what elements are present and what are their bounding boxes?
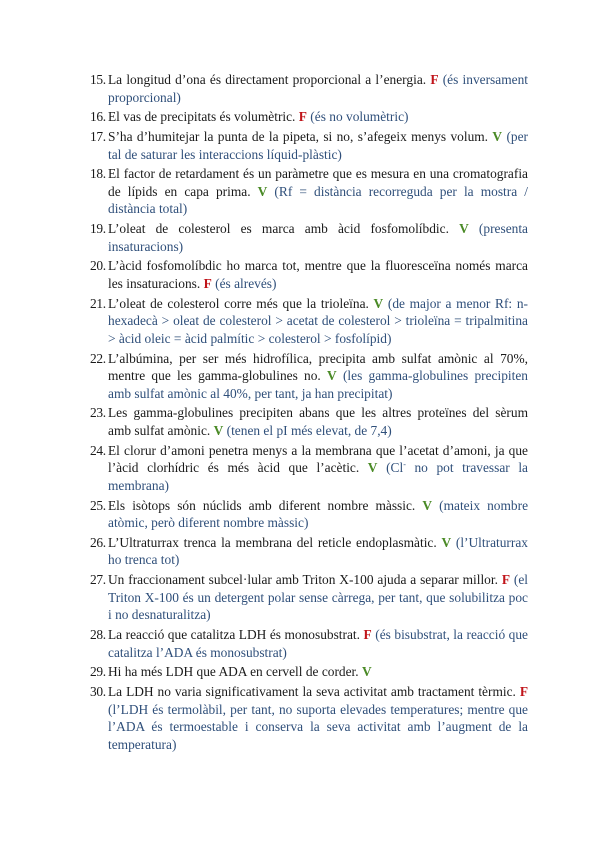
item-statement: L’oleat de colesterol es marca amb àcid fosfomolíbdic. <box>108 221 460 237</box>
item-text <box>108 683 528 753</box>
item-explanation: (és inversament proporcional) <box>108 72 528 105</box>
item-number: 23. <box>90 405 106 421</box>
list-item <box>90 108 528 126</box>
item-statement: L’oleat de colesterol corre més que la trioleïna. <box>108 295 374 311</box>
item-text <box>108 497 528 532</box>
item-statement: Els isòtops són núclids amb diferent nombre màssic. <box>108 497 423 513</box>
verdict-mark: V <box>492 128 503 144</box>
item-explanation: (és alrevés) <box>211 276 277 291</box>
verdict-mark: V <box>459 221 469 237</box>
item-explanation: (l’Ultraturrax ho trenca tot) <box>108 534 528 568</box>
statement-list <box>90 71 528 755</box>
item-explanation: (tenen el pI més elevat, de 7,4) <box>223 423 392 439</box>
item-number: 15. <box>90 72 106 87</box>
list-item <box>90 683 528 753</box>
item-number: 21. <box>90 295 106 311</box>
item-number: 24. <box>90 442 106 458</box>
item-text <box>108 295 528 348</box>
item-explanation: (Rf = distància recorreguda per la mostra / distància total) <box>108 183 528 217</box>
item-number: 20. <box>90 258 106 274</box>
item-statement: La reacció que catalitza LDH és monosubstrat. <box>108 627 364 643</box>
item-text <box>108 71 528 106</box>
item-statement: Hi ha més LDH que ADA en cervell de corder. <box>108 664 362 680</box>
item-statement: Les gamma-globulines precipiten abans que les altres proteïnes del sèrum amb sulfat amònic. <box>108 405 528 439</box>
item-explanation: (el Triton X-100 és un detergent polar sense càrrega, per tant, que solubilitza poc i no desnaturalitza) <box>108 572 528 623</box>
item-explanation: (les gamma-globulines precipiten amb sulfat amònic al 40%, per tant, ja han precipitat) <box>108 368 528 401</box>
item-text <box>108 350 528 403</box>
verdict-mark: F <box>519 684 528 699</box>
item-number: 30. <box>90 684 106 699</box>
item-text <box>108 442 528 495</box>
list-item <box>90 534 528 569</box>
item-number: 17. <box>90 128 106 144</box>
item-explanation: (presenta insaturacions) <box>108 221 528 254</box>
item-explanation: (és bisubstrat, la reacció que catalitza l’ADA és monosubstrat) <box>108 627 528 660</box>
list-item <box>90 442 528 495</box>
item-statement: El vas de precipitats és volumètric. <box>108 109 299 125</box>
list-item <box>90 663 528 681</box>
item-text <box>108 128 528 163</box>
verdict-mark: V <box>361 664 372 680</box>
list-item <box>90 626 528 661</box>
list-item <box>90 571 528 624</box>
item-statement: El factor de retardament és un paràmetre que es mesura en una cromatografia de lípids en capa prima. <box>108 166 528 199</box>
verdict-mark: F <box>298 109 307 125</box>
item-text <box>108 220 528 255</box>
verdict-mark: F <box>203 276 212 291</box>
verdict-mark: F <box>430 72 439 87</box>
verdict-mark: V <box>422 497 433 513</box>
list-item <box>90 497 528 532</box>
item-explanation: (per tal de saturar les interaccions líquid-plàstic) <box>108 128 528 162</box>
list-item <box>90 128 528 163</box>
verdict-mark: V <box>373 295 384 311</box>
item-explanation: (mateix nombre atòmic, però diferent nombre màssic) <box>108 497 529 531</box>
item-statement: El clorur d’amoni penetra menys a la membrana que l’acetat d’amoni, ja que l’àcid clorhídric és més àcid que l’acètic. <box>108 442 528 476</box>
list-item <box>90 350 528 403</box>
item-statement: L’àcid fosfomolíbdic ho marca tot, mentre que la fluoresceïna només marca les insaturacions. <box>108 258 528 291</box>
verdict-mark: F <box>363 627 372 643</box>
verdict-mark: F <box>501 572 510 588</box>
item-statement: L’Ultraturrax trenca la membrana del reticle endoplasmàtic. <box>108 534 442 550</box>
item-explanation: no pot travessar la membrana) <box>108 460 528 493</box>
item-text <box>108 257 528 292</box>
item-statement: S’ha d’humitejar la punta de la pipeta, si no, s’afegeix menys volum. <box>108 128 493 144</box>
list-item <box>90 71 528 106</box>
list-item <box>90 295 528 348</box>
item-number: 29. <box>90 664 106 680</box>
list-item <box>90 165 528 218</box>
item-text <box>108 404 528 439</box>
item-number: 18. <box>90 166 106 182</box>
verdict-mark: V <box>213 423 224 439</box>
item-number: 28. <box>90 627 106 643</box>
item-explanation-prefix: (Cl <box>377 460 404 476</box>
item-number: 26. <box>90 534 106 550</box>
item-statement: La longitud d’ona és directament proporcional a l’energia. <box>108 72 431 87</box>
item-text <box>108 626 528 661</box>
item-statement: L’albúmina, per ser més hidrofílica, precipita amb sulfat amònic al 70%, mentre que les gamma-globulines no. <box>108 350 528 384</box>
item-number: 22. <box>90 350 106 366</box>
item-statement: La LDH no varia significativament la seva activitat amb tractament tèrmic. <box>108 684 520 699</box>
verdict-mark: V <box>327 368 337 384</box>
list-item <box>90 257 528 292</box>
item-statement: Un fraccionament subcel·lular amb Triton X-100 ajuda a separar millor. <box>108 572 502 588</box>
item-explanation: (l’LDH és termolàbil, per tant, no suporta elevades temperatures; mentre que l’ADA és termoestable i conserva la seva activitat amb l’augment de la temperatura) <box>108 701 528 752</box>
item-number: 27. <box>90 572 106 588</box>
item-text <box>108 663 528 681</box>
list-item <box>90 220 528 255</box>
item-number: 19. <box>90 221 106 237</box>
verdict-mark: V <box>441 534 452 550</box>
item-text <box>108 571 528 624</box>
list-item <box>90 404 528 439</box>
item-number: 16. <box>90 109 106 125</box>
verdict-mark: V <box>257 183 268 199</box>
item-text <box>108 108 528 126</box>
item-text <box>108 534 528 569</box>
item-explanation: (de major a menor Rf: n-hexadecà > oleat de colesterol > acetat de colesterol > trioleïna = tripalmitina > àcid oleic = àcid palmític > colesterol > fosfolípid) <box>108 295 528 346</box>
item-number: 25. <box>90 497 106 513</box>
item-text <box>108 165 528 218</box>
item-explanation: (és no volumètric) <box>306 109 409 125</box>
item-explanation-superscript: - <box>403 460 406 470</box>
verdict-mark: V <box>367 460 378 476</box>
